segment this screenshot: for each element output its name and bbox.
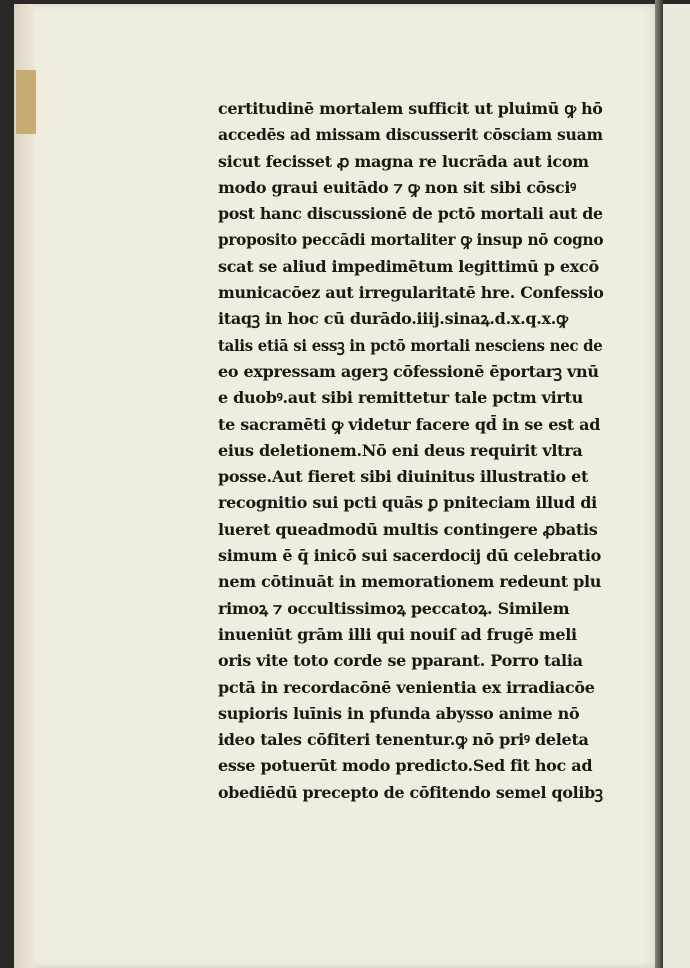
text-line: nem cōtinuāt in memorationem redeunt plu [218,572,602,592]
text-line: oris vite toto corde se pparant. Porro talia [218,651,583,671]
text-line: supioris luīnis in pfunda abysso anime nō [218,703,580,723]
book-gutter [655,0,663,968]
text-line: modo graui euitādo ⁊ ꝙ non sit sibi cōsciꝰ [218,177,576,197]
text-line: e duobꝰ.aut sibi remittetur tale pctm virtu [218,388,583,408]
text-line: municacōez aut irregularitatē hre. Confessio [218,283,604,303]
next-page-edge [663,4,690,968]
text-line: post hanc discussionē de pctō mortali aut de [218,204,603,224]
text-column [218,96,603,806]
text-line: itaqꝫ in hoc cū durādo.iiij.sinaꝝ.d.x.q.x.ꝙ [218,309,568,329]
page-edge [14,4,34,968]
text-line: pctā in recordacōnē venientia ex irradiacōe [218,677,595,697]
text-line: lueret queadmodū multis contingere ꝓbatis [218,519,598,539]
text-line: scat se aliud impedimētum legittimū p excō [218,256,599,276]
text-line: recognitio sui pcti quās ꝑ pniteciam illud di [218,493,597,513]
text-line: posse.Aut fieret sibi diuinitus illustratio et [218,467,589,487]
text-line: simum ē q̄ inicō sui sacerdocij dū celebratio [218,546,601,566]
text-line: rimoꝝ ⁊ occultissimoꝝ peccatoꝝ. Similem [218,598,570,618]
text-line: ideo tales cōfiteri tenentur.ꝙ nō priꝰ deleta [218,730,589,750]
text-line: talis etiā si essꝫ in pctō mortali nesciens nec de [218,335,603,355]
text-line: eius deletionem.Nō eni deus requirit vltra [218,440,583,460]
text-line: eo expressam agerꝫ cōfessionē ēportarꝫ vnū [218,361,599,381]
text-line: obediēdū precepto de cōfitendo semel qolibꝫ [218,782,603,802]
text-line: certitudinē mortalem sufficit ut pluimū ꝙ hō [218,99,603,118]
text-line: esse potuerūt modo predicto.Sed fit hoc ad [218,756,593,776]
paper-tab [16,70,36,134]
text-line: sicut fecisset ꝓ magna re lucrāda aut icom [218,151,589,171]
text-line: proposito peccādi mortaliter ꝙ insup nō cogno [218,230,604,250]
text-line: inueniūt grām illi qui nouiſ ad frugē meli [218,624,577,644]
text-line: accedēs ad missam discusserit cōsciam suam [218,125,603,145]
text-line: te sacramēti ꝙ videtur facere qd̄ in se est ad [218,414,601,434]
